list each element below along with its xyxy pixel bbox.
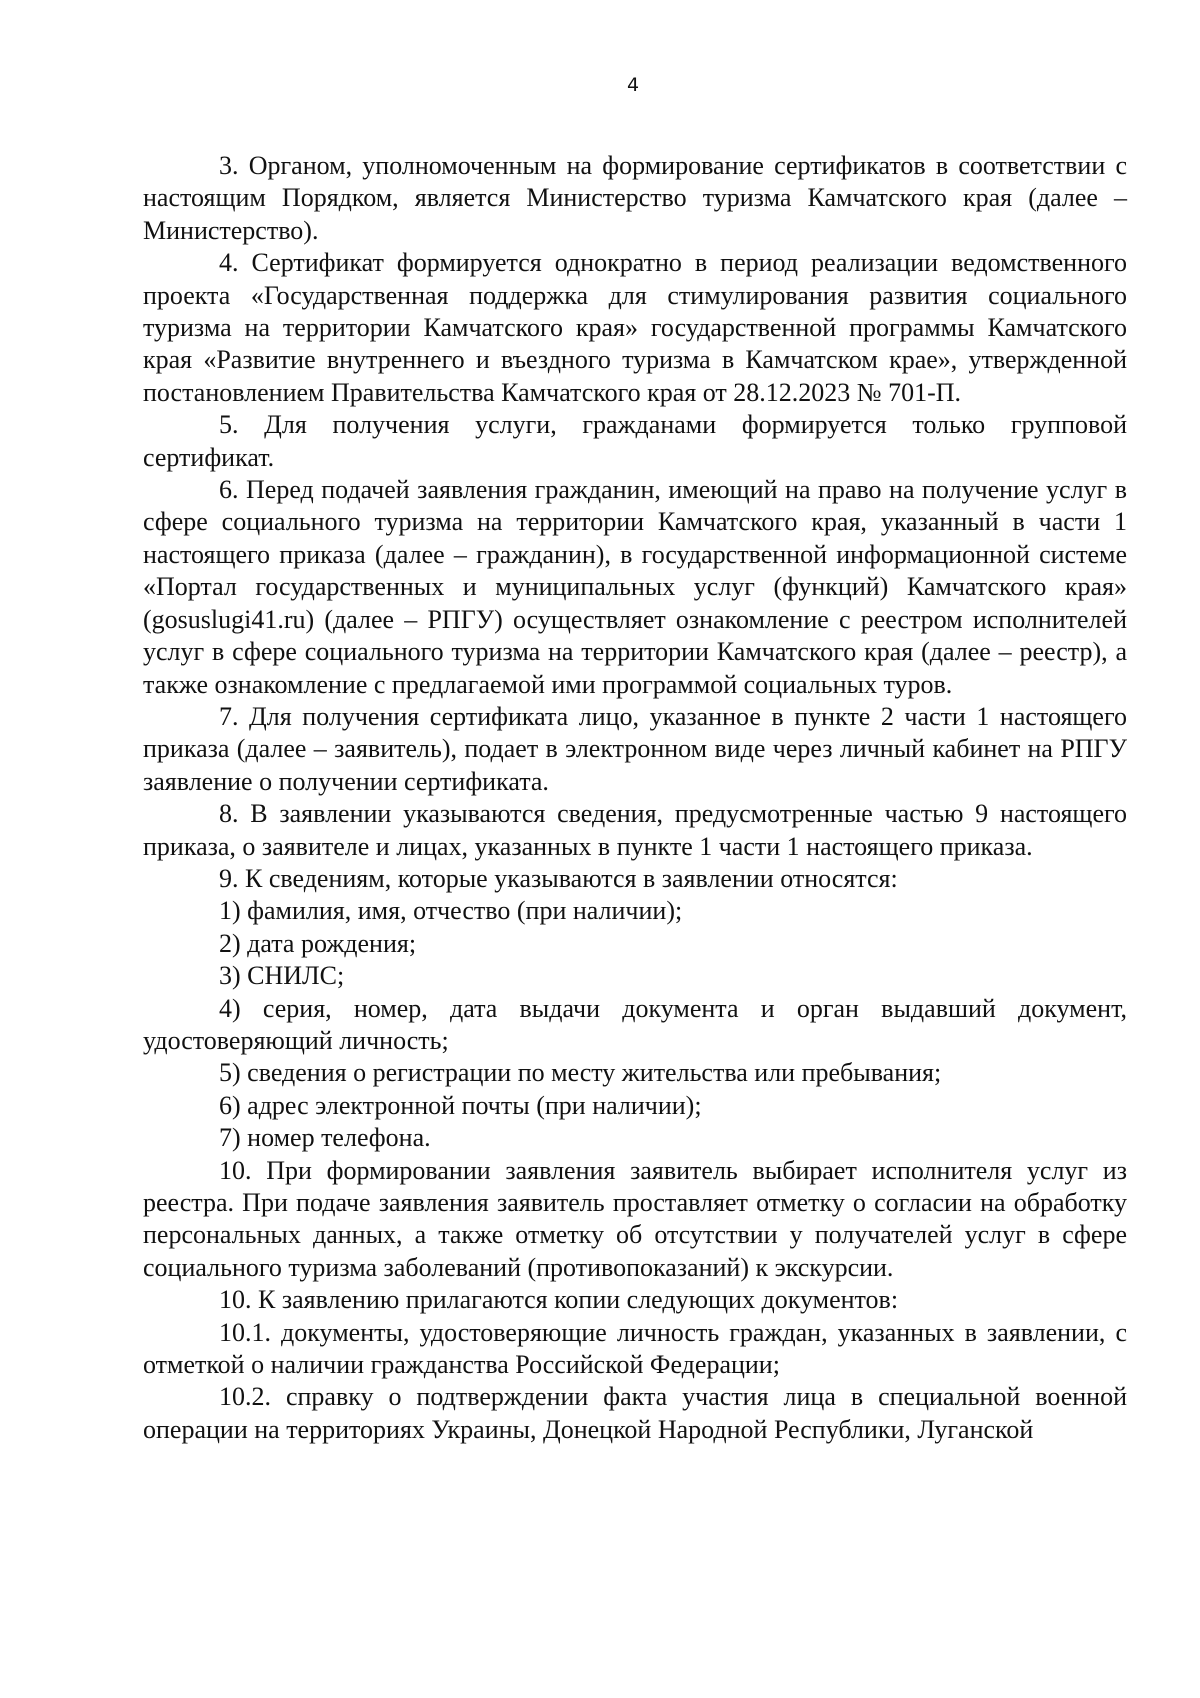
document-body <box>143 150 1127 1446</box>
list-item-6: 6) адрес электронной почты (при наличии); <box>219 1090 702 1120</box>
paragraph-4: 4. Сертификат формируется однократно в период реализации ведомственного проекта «Государственная поддержка для стимулирования развития социального туризма на территории Камчатского края» государственной программы Камчатского края «Развитие внутреннего и въездного туризма в Камчатском крае», утвержденной постановлением Правительства Камчатского края от 28.12.2023 № 701-П. <box>143 248 1127 407</box>
list-item-2: 2) дата рождения; <box>219 928 417 958</box>
page-number: 4 <box>626 74 640 96</box>
paragraph-5: 5. Для получения услуги, гражданами формируется только групповой сертификат. <box>143 410 1127 472</box>
paragraph-10-2: 10.2. справку о подтверждении факта участия лица в специальной военной операции на территориях Украины, Донецкой Народной Республики, Луганской <box>143 1382 1127 1444</box>
list-item-4: 4) серия, номер, дата выдачи документа и орган выдавший документ, удостоверяющий личность; <box>143 993 1127 1055</box>
paragraph-3: 3. Органом, уполномоченным на формирование сертификатов в соответствии с настоящим Порядком, является Министерство туризма Камчатского края (далее – Министерство). <box>143 151 1127 245</box>
paragraph-9: 9. К сведениям, которые указываются в заявлении относятся: <box>219 863 898 893</box>
list-item-5: 5) сведения о регистрации по месту жительства или пребывания; <box>219 1058 942 1088</box>
paragraph-10-selection: 10. При формировании заявления заявитель выбирает исполнителя услуг из реестра. При подаче заявления заявитель проставляет отметку о согласии на обработку персональных данных, а также отметку об отсутствии у получателей услуг в сфере социального туризма заболеваний (противопоказаний) к экскурсии. <box>143 1155 1127 1282</box>
paragraph-7: 7. Для получения сертификата лицо, указанное в пункте 2 части 1 настоящего приказа (далее – заявитель), подает в электронном виде через личный кабинет на РПГУ заявление о получении сертификата. <box>143 701 1127 796</box>
list-item-3: 3) СНИЛС; <box>219 961 345 991</box>
list-item-1: 1) фамилия, имя, отчество (при наличии); <box>219 896 683 926</box>
paragraph-10-attachments: 10. К заявлению прилагаются копии следующих документов: <box>219 1285 899 1315</box>
paragraph-8: 8. В заявлении указываются сведения, предусмотренные частью 9 настоящего приказа, о заявителе и лицах, указанных в пункте 1 части 1 настоящего приказа. <box>143 799 1127 861</box>
paragraph-10-1: 10.1. документы, удостоверяющие личность граждан, указанных в заявлении, с отметкой о наличии гражданства Российской Федерации; <box>143 1317 1127 1380</box>
list-item-7: 7) номер телефона. <box>219 1123 431 1153</box>
paragraph-6: 6. Перед подачей заявления гражданин, имеющий на право на получение услуг в сфере социального туризма на территории Камчатского края, указанный в части 1 настоящего приказа (далее – гражданин), в государственной информационной системе «Портал государственных и муниципальных услуг (функций) Камчатского края» (gosuslugi41.ru) (далее – РПГУ) осуществляет ознакомление с реестром исполнителей услуг в сфере социального туризма на территории Камчатского края (далее – реестр), а также ознакомление с предлагаемой ими программой социальных туров. <box>143 475 1127 699</box>
